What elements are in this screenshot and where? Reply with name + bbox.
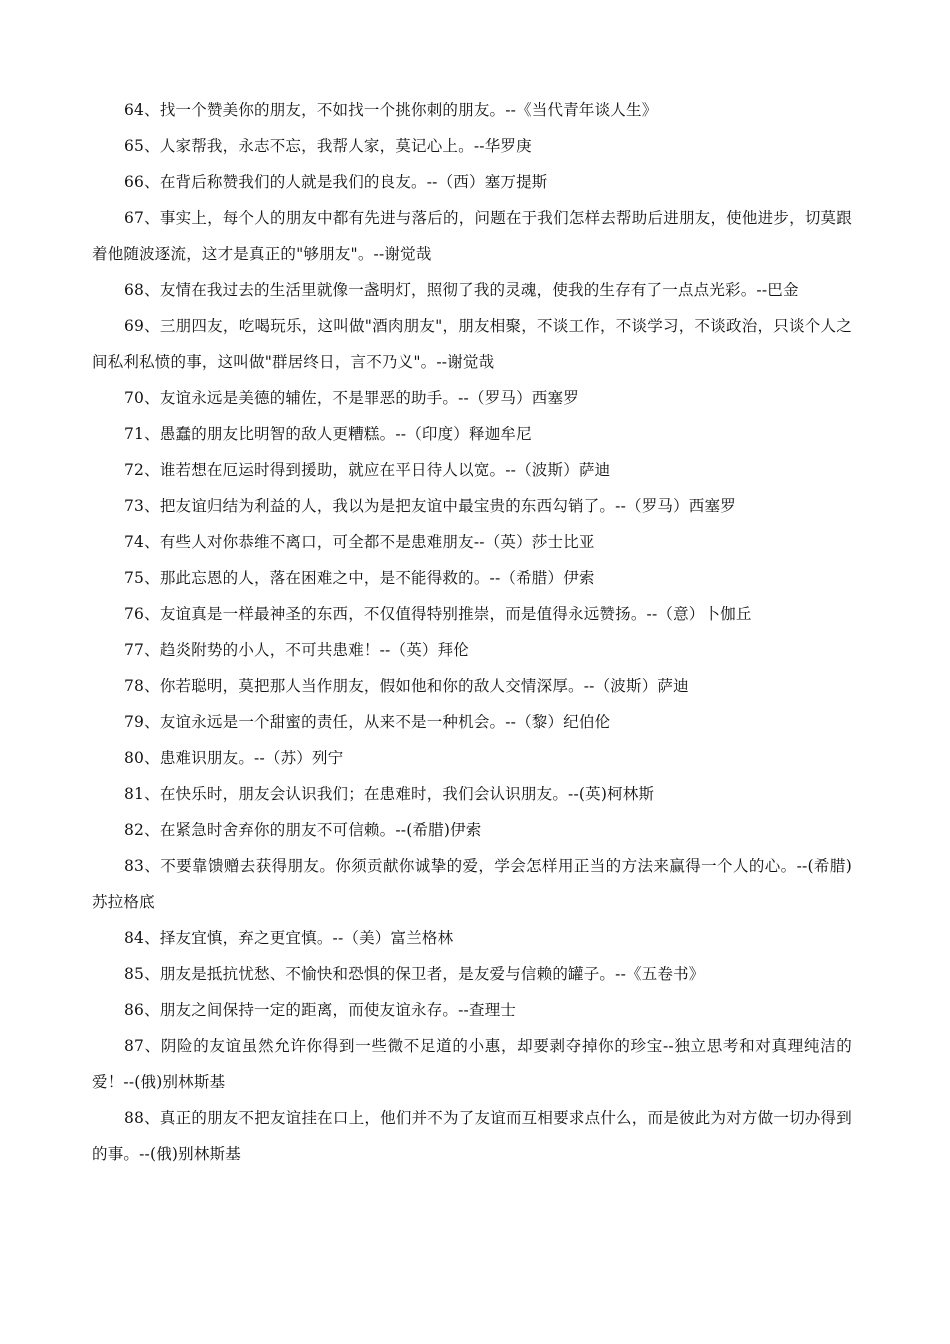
quote-entry-88: 88、真正的朋友不把友谊挂在口上，他们并不为了友谊而互相要求点什么，而是彼此为对方做一切办得到的事。--(俄)别林斯基 <box>92 1109 852 1163</box>
quote-entry-74: 74、有些人对你恭维不离口，可全都不是患难朋友--（英）莎士比亚 <box>124 533 595 551</box>
quote-entry-68: 68、友情在我过去的生活里就像一盏明灯，照彻了我的灵魂，使我的生存有了一点点光彩。--巴金 <box>124 281 799 299</box>
quote-entry-75: 75、那此忘恩的人，落在困难之中，是不能得救的。--（希腊）伊索 <box>124 569 595 587</box>
quote-entry-76: 76、友谊真是一样最神圣的东西，不仅值得特别推崇，而是值得永远赞扬。--（意）卜伽丘 <box>124 605 752 623</box>
quote-entry-77: 77、趋炎附势的小人，不可共患难！--（英）拜伦 <box>124 641 469 659</box>
quote-entry-84: 84、择友宜慎，弃之更宜慎。--（美）富兰格林 <box>124 929 454 947</box>
quote-entry-71: 71、愚蠢的朋友比明智的敌人更糟糕。--（印度）释迦牟尼 <box>124 425 532 443</box>
quote-entry-72: 72、谁若想在厄运时得到援助，就应在平日待人以宽。--（波斯）萨迪 <box>124 461 611 479</box>
quote-entry-85: 85、朋友是抵抗忧愁、不愉快和恐惧的保卫者，是友爱与信赖的罐子。--《五卷书》 <box>124 965 705 983</box>
quote-entry-65: 65、人家帮我，永志不忘，我帮人家，莫记心上。--华罗庚 <box>124 137 532 155</box>
quote-entry-73: 73、把友谊归结为利益的人，我以为是把友谊中最宝贵的东西勾销了。--（罗马）西塞罗 <box>124 497 736 515</box>
quote-entry-64: 64、找一个赞美你的朋友，不如找一个挑你刺的朋友。--《当代青年谈人生》 <box>124 101 658 119</box>
quote-entry-78: 78、你若聪明，莫把那人当作朋友，假如他和你的敌人交情深厚。--（波斯）萨迪 <box>124 677 689 695</box>
quote-entry-66: 66、在背后称赞我们的人就是我们的良友。--（西）塞万提斯 <box>124 173 548 191</box>
quote-entry-80: 80、患难识朋友。--（苏）列宁 <box>124 749 344 767</box>
quote-entry-70: 70、友谊永远是美德的辅佐，不是罪恶的助手。--（罗马）西塞罗 <box>124 389 579 407</box>
quote-entry-82: 82、在紧急时舍弃你的朋友不可信赖。--(希腊)伊索 <box>124 821 482 839</box>
quote-entry-87: 87、阴险的友谊虽然允许你得到一些微不足道的小惠，却要剥夺掉你的珍宝--独立思考和对真理纯洁的爱！--(俄)别林斯基 <box>92 1037 852 1091</box>
quote-entry-79: 79、友谊永远是一个甜蜜的责任，从来不是一种机会。--（黎）纪伯伦 <box>124 713 611 731</box>
quote-entry-83: 83、不要靠馈赠去获得朋友。你须贡献你诚挚的爱，学会怎样用正当的方法来赢得一个人的心。--(希腊)苏拉格底 <box>92 857 852 911</box>
quote-entry-69: 69、三朋四友，吃喝玩乐，这叫做"酒肉朋友"，朋友相聚，不谈工作，不谈学习，不谈政治，只谈个人之间私利私愤的事，这叫做"群居终日，言不乃义"。--谢觉哉 <box>92 317 852 371</box>
quote-entry-81: 81、在快乐时，朋友会认识我们；在患难时，我们会认识朋友。--(英)柯林斯 <box>124 785 655 803</box>
quote-entry-86: 86、朋友之间保持一定的距离，而使友谊永存。--查理士 <box>124 1001 517 1019</box>
quote-entry-67: 67、事实上，每个人的朋友中都有先进与落后的，问题在于我们怎样去帮助后进朋友，使他进步，切莫跟着他随波逐流，这才是真正的"够朋友"。--谢觉哉 <box>92 209 852 263</box>
quote-list <box>92 92 852 1172</box>
